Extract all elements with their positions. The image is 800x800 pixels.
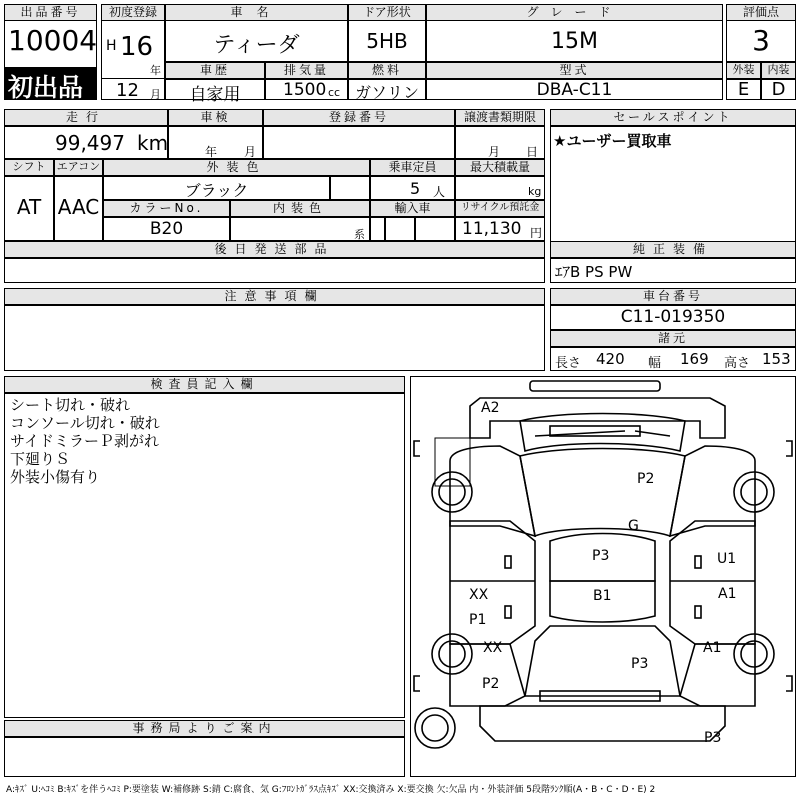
- history-label: 車歴: [165, 62, 265, 79]
- aircon-label: エアコン: [54, 159, 103, 176]
- fuel-label: 燃料: [348, 62, 426, 79]
- length-value: 420: [596, 350, 625, 368]
- int-color-label: 内装色: [230, 200, 370, 217]
- width-value: 169: [680, 350, 709, 368]
- car-diagram: [410, 376, 796, 777]
- model-label: 型式: [426, 62, 723, 79]
- transfer-day-unit: 日: [526, 145, 539, 159]
- capacity-unit: 人: [433, 185, 446, 199]
- equipment-text: ｴｱB PS PW: [555, 263, 633, 281]
- legend-text: A:ｷｽﾞ U:ﾍｺﾐ B:ｷｽﾞを伴うﾍｺﾐ P:要塗装 W:補修跡 S:錆 C:腐食、気 G:ﾌﾛﾝﾄｶﾞﾗｽ点ｷｽﾞ XX:交換済み X:要交換 欠:欠品 内・外装評価 5段階ﾗﾝｸ順(A・B・C・D・E) 2: [6, 785, 656, 795]
- sales-text: ★ユーザー買取車: [553, 132, 672, 150]
- inspection-month-unit: 月: [244, 145, 257, 159]
- damage-mark: XX: [483, 640, 503, 656]
- inspector-line: 下廻りＳ: [10, 450, 71, 468]
- displacement-label: 排気量: [265, 62, 348, 79]
- color-no-label: カラーNo.: [103, 200, 230, 217]
- notes-label: 注意事項欄: [4, 288, 545, 305]
- chassis-label: 車台番号: [550, 288, 796, 305]
- interior-grade: D: [771, 79, 786, 100]
- inspector-line: サイドミラーＰ剥がれ: [10, 432, 159, 450]
- interior-label: 内装: [761, 62, 796, 79]
- office-area: [4, 737, 405, 777]
- transfer-month-unit: 月: [488, 145, 501, 159]
- grade-value: 15M: [551, 29, 598, 54]
- length-label: 長さ: [555, 356, 582, 371]
- transfer-label: 譲渡書類期限: [455, 109, 545, 126]
- first-listing-text: 初出品: [8, 73, 84, 102]
- damage-mark: P2: [637, 471, 655, 487]
- ext-color-value: ブラック: [184, 181, 249, 200]
- inspector-line: コンソール切れ・破れ: [10, 414, 160, 432]
- car-name: ティーダ: [213, 33, 300, 58]
- mileage-label: 走行: [4, 109, 168, 126]
- damage-mark: P2: [482, 676, 500, 692]
- damage-mark: P1: [469, 612, 487, 628]
- sales-label: セールスポイント: [550, 109, 796, 126]
- reg-month: 12: [116, 80, 139, 101]
- later-parts-area: [4, 258, 545, 283]
- lot-number: 10004: [8, 24, 98, 57]
- history-value: 自家用: [189, 85, 241, 105]
- max-load-label: 最大積載量: [455, 159, 545, 176]
- damage-mark: P3: [704, 730, 722, 746]
- door-label: ドア形状: [348, 4, 426, 21]
- office-label: 事務局よりご案内: [4, 720, 405, 737]
- grade-label: グレード: [426, 4, 723, 21]
- chassis-number: C11-019350: [620, 307, 726, 327]
- era: H: [106, 38, 117, 54]
- import-label: 輸入車: [370, 200, 455, 217]
- height-label: 高さ: [724, 356, 751, 371]
- damage-mark: G: [628, 518, 639, 534]
- notes-area: [4, 305, 545, 371]
- recycle-unit: 円: [530, 226, 543, 240]
- recycle-label: リサイクル預託金: [455, 200, 545, 217]
- month-unit: 月: [150, 88, 161, 101]
- max-load-unit: kg: [528, 185, 542, 198]
- reg-no-label: 登録番号: [263, 109, 455, 126]
- width-label: 幅: [648, 356, 662, 371]
- height-value: 153: [762, 350, 791, 368]
- inspector-line: シート切れ・破れ: [10, 396, 131, 414]
- aircon-value: AAC: [57, 195, 100, 219]
- exterior-label: 外装: [726, 62, 761, 79]
- ext-color-label: 外装色: [103, 159, 370, 176]
- inspection-year-unit: 年: [205, 145, 218, 159]
- inspection-label: 車検: [168, 109, 263, 126]
- damage-mark: B1: [593, 588, 612, 604]
- inspector-line: 外装小傷有り: [10, 468, 101, 486]
- int-color-unit: 系: [354, 228, 365, 241]
- color-no-value: B20: [149, 219, 184, 239]
- score-label: 評価点: [726, 4, 796, 21]
- model-value: DBA-C11: [536, 80, 613, 100]
- year-unit: 年: [150, 64, 161, 77]
- equipment-label: 純正装備: [550, 241, 796, 258]
- displacement-value: 1500: [283, 80, 327, 100]
- damage-mark: A2: [481, 400, 500, 416]
- car-name-label: 車名: [165, 4, 348, 21]
- exterior-grade: E: [737, 79, 750, 100]
- mileage-unit: km: [137, 131, 169, 155]
- damage-mark: A1: [718, 586, 737, 602]
- capacity-value: 5: [410, 179, 421, 198]
- damage-mark: U1: [717, 551, 737, 567]
- door-value: 5HB: [366, 29, 408, 53]
- mileage-value: 99,497: [55, 131, 125, 155]
- displacement-unit: cc: [328, 86, 341, 99]
- first-reg-label: 初度登録: [101, 4, 165, 21]
- later-parts-label: 後日発送部品: [4, 241, 545, 258]
- lot-label: 出品番号: [4, 4, 97, 21]
- damage-mark: P3: [592, 548, 610, 564]
- damage-mark: XX: [469, 587, 489, 603]
- capacity-label: 乗車定員: [370, 159, 455, 176]
- shift-value: AT: [16, 195, 42, 219]
- fuel-value: ガソリン: [354, 83, 419, 102]
- score-value: 3: [752, 24, 770, 57]
- recycle-value: 11,130: [462, 219, 522, 239]
- damage-mark: A1: [703, 640, 722, 656]
- shift-label: シフト: [4, 159, 54, 176]
- inspector-label: 検査員記入欄: [4, 376, 405, 393]
- reg-year: 16: [120, 32, 154, 62]
- damage-mark: P3: [631, 656, 649, 672]
- dims-label: 諸元: [550, 330, 796, 347]
